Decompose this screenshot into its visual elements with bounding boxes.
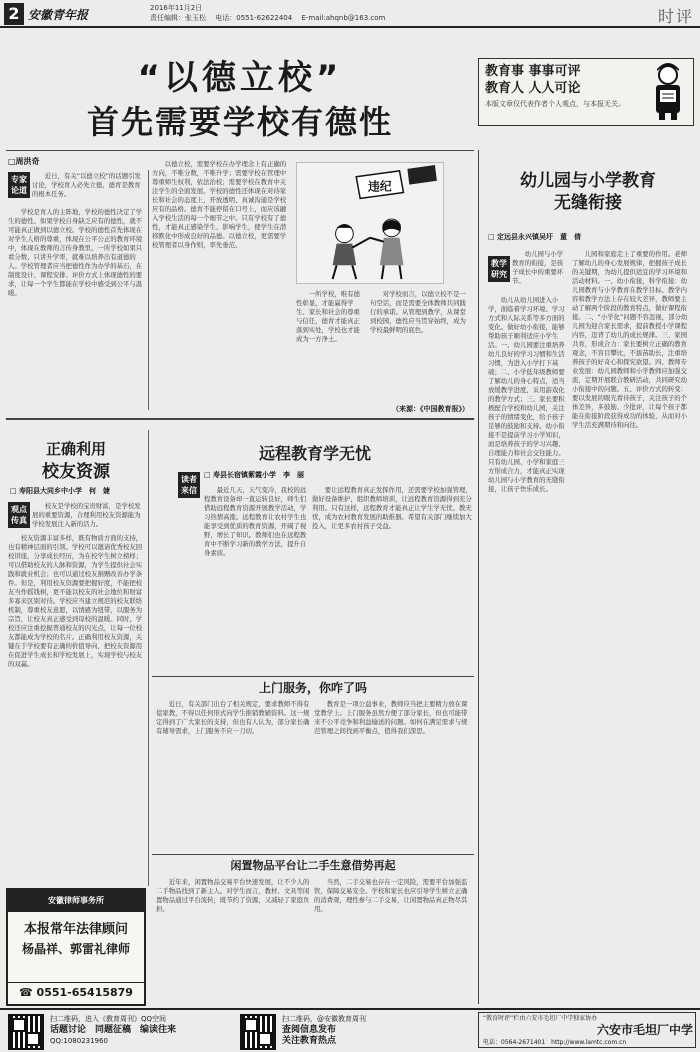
- body-text: 一所学校，唯有德性彰显，才能赢得学生、家长和社会的尊重与信任，德育才能真正落到实处，学校也才能成为一方净土。: [296, 290, 360, 343]
- qq-qr-code-icon: [8, 1014, 44, 1050]
- column-divider: [148, 430, 149, 886]
- body-text: 学校是育人的主阵地，学校的德性决定了学生的德性。如果学校自身缺乏应有的德性，就不可能真正做到以德立校。学校的德性首先体现在对学生人格的尊重，体现在公平公正的教育环境中，体现在教师的言传身教里。一所学校如果只看分数、只讲升学率，就难以培养出有道德的人。学校管理者应当把德性作为办学的基石，在制度设计、课程安排、评价方式上体现德性的要求，让每一个学生都能在学校中感受到公平与温暖。: [8, 208, 143, 297]
- body-text: 以德立校，需要学校在办学理念上有正确的方向，不唯分数，不唯升学；需要学校在管理中尊重师生权利，依法治校；需要学校在教育中关注学生的全面发展。学校的德性还体现在对待家长和社会的态度上，开放透明、真诚沟通是学校应有的品格。德育不能停留在口号上，而应该融入学校生活的每一个细节之中。只有学校有了德性，才能真正感染学生、影响学生，使学生在潜移默化中形成良好的品德。以德立校，更需要学校管理者以身作则，率先垂范。: [152, 160, 287, 249]
- qq-promo-line-1: 扫二维码，进入《教育周刊》QQ空间: [50, 1015, 167, 1023]
- headline-line-2: 首先需要学校有德性: [86, 103, 393, 141]
- article-2-title-1: 正确利用: [45, 440, 106, 458]
- body-text: 儿园和家庭走上了重要的作用。老师了解幼儿的身心发展规律，把握孩子成长的关键期，为幼儿提供适宜的学习环境和活动材料。一、幼小衔接，科学衔接：幼儿园教育与小学教育在教学目标、教学内容和教学方法上存在较大差异，教师要主动了解两个阶段的教育特点，做好课程衔接。二、“小学化”问题不容忽视，部分幼儿园为迎合家长需求，提前教授小学课程内容，违背了幼儿的成长规律。三、家园共育，形成合力：家长要树立正确的教育观念，不盲目攀比，不拔苗助长，注重培养孩子的好奇心和探究欲望。四、教师专业发展：幼儿园教师和小学教师应加强交流，定期开展联合教研活动，共同研究幼小衔接中的问题。五、评价方式的转变：要以发展的眼光看待孩子，关注孩子的个体差异，多鼓励、少批评，让每个孩子都能在衔接阶段获得成功的体验，从而对小学生活充满期待和向往。: [572, 250, 688, 429]
- right-column-kicker: 教学研究: [488, 256, 510, 282]
- body-text: 近日，有关部门出台了相关规定，要求教师不得有偿家教，不得以任何形式向学生推销教辅资料。这一规定得到了广大家长的支持，但也有人认为，部分家长确有辅导需求，上门服务不应一刀切。: [156, 700, 310, 735]
- school-sponsor-box: [478, 1012, 696, 1048]
- paper-name: 安徽青年报: [28, 8, 89, 22]
- headline-line-1: “以德立校”: [137, 58, 343, 98]
- body-text: 近年来，闲置物品交易平台快速发展，让不少人的二手物品找到了新主人。对学生而言，教材、文具等闲置物品通过平台流转，既节约了资源，又减轻了家庭负担。: [156, 878, 310, 913]
- law-ad-phone: ☎ 0551-65415879: [8, 982, 144, 999]
- right-title-line-2: 无缝衔接: [554, 193, 622, 213]
- main-article-kicker: 专家论道: [8, 172, 30, 198]
- illustration-label: 违纪: [368, 179, 392, 194]
- qq-promo: [50, 1014, 230, 1047]
- article-3-title: 远程教育学无忧: [258, 444, 371, 463]
- school-name: 六安市毛坦厂中学: [596, 1023, 693, 1037]
- qq-promo-line-3: QQ:1080231960: [50, 1037, 108, 1045]
- law-phone-number: 0551-65415879: [36, 986, 133, 999]
- slogan-line-1: 教育事 事事可评: [485, 64, 581, 79]
- disclaimer: 本版文章仅代表作者个人观点，与本报无关。: [485, 100, 625, 108]
- header-meta: [150, 3, 385, 23]
- body-text: 当然，二手交易也存在一定风险，需要平台加强监管，保障交易安全。学校和家长也应引导学生树立正确的消费观，理性参与二手交易，让闲置物品真正物尽其用。: [314, 878, 468, 913]
- page-number: 2: [4, 3, 24, 25]
- legal-advisor-ad: [6, 888, 146, 1006]
- column-slogan: [485, 63, 645, 97]
- law-ad-line-2: 杨晶祥、郭雷礼律师: [21, 942, 130, 956]
- article-4-title: 上门服务，你咋了吗: [258, 681, 367, 695]
- divider: [152, 676, 474, 677]
- body-text: 校友资源丰富多样，既有物质方面的支持，也有精神层面的引领。学校可以邀请优秀校友回校讲座，分享成长经历，为在校学生树立榜样；可以借助校友的人脉和资源，为学生提供社会实践和就业机会；也可以通过校友捐赠改善办学条件。但是，利用校友资源要把握好度，不能把校友当作摇钱树，更不能以校友的社会地位和财富多寡来区别对待。学校应当建立规范的校友联络机制，尊重校友意愿，以情感为纽带，以服务为宗旨，让校友真正感受到母校的温暖。同时，学校还应注重挖掘普通校友的闪光点，让每一位校友都能成为学校的名片。正确利用校友资源，关键在于学校要有正确的价值导向，把校友资源用在促进学生成长和学校发展上，实现学校与校友的双赢。: [8, 534, 143, 668]
- main-article-source: （来源：《中国教育报》）: [392, 405, 469, 413]
- body-text: 对学校而言，以德立校不是一句空话，而是需要全体教师共同践行的承诺。从管理到教学，从课堂到校园，德性应当贯穿始终，成为学校最鲜明的底色。: [370, 290, 466, 334]
- page-header: [0, 0, 700, 28]
- editor: 责任编辑：张玉松: [150, 14, 206, 22]
- article-2-title-2: 校友资源: [42, 462, 110, 482]
- wechat-promo-line-1: 扫二维码，@安徽教育周刊: [282, 1015, 366, 1023]
- right-title-line-1: 幼儿园与小学教育: [520, 171, 656, 191]
- right-column-title: [488, 170, 688, 214]
- body-text: 幼儿园与小学教育的衔接，是孩子成长中的重要环节。: [512, 250, 564, 285]
- divider: [152, 854, 474, 855]
- wechat-promo-line-3: 关注教育热点: [282, 1036, 337, 1046]
- article-2-kicker: 观点传真: [8, 502, 30, 528]
- wechat-qr-code-icon: [240, 1014, 276, 1050]
- reporter-figure-icon: [647, 63, 689, 121]
- body-text: 要让远程教育真正发挥作用，还需要学校加强管理，做好设备维护，组织教师培训，让远程教育资源得到充分利用。只有这样，远程教育才能真正让学生学无忧、教无忧，成为农村教育发展的助推器。希望有关部门继续加大投入，让更多农村孩子受益。: [312, 486, 472, 530]
- article-2-byline: □ 寿阳县大同乡中小学 何 婕: [10, 487, 111, 495]
- divider: [6, 150, 474, 151]
- cartoon-illustration: [296, 162, 444, 284]
- article-3-kicker: 读者来信: [178, 472, 200, 498]
- sponsor-note: “教育时评”栏由六安市毛坦厂中学独家协办: [483, 1015, 598, 1022]
- header-phone: 电话：0551-62622404: [215, 14, 293, 22]
- right-column-byline: □ 定远县永兴镇吴圩 董 倩: [488, 233, 582, 241]
- article-5-title: 闲置物品平台让二手生意借势再起: [230, 859, 396, 872]
- column-slogan-box: [478, 58, 694, 126]
- header-email: E-mail:ahqnb@163.com: [301, 14, 386, 22]
- main-article-byline: □周洪奇: [8, 157, 40, 166]
- body-text: 近日，有关“以德立校”的话题引发讨论，学校育人必先立德，德育是教育的根本任务。: [32, 172, 141, 198]
- body-text: 幼儿从幼儿园进入小学，面临着学习环境、学习方式和人际关系等多方面的变化。做好幼小衔接，能够帮助孩子顺利适应小学生活。一、幼儿园要注重培养幼儿良好的学习习惯和生活习惯，为进入小学打下基础；二、小学低年级教师要了解幼儿的身心特点，适当放缓教学进度，采用游戏化的教学方式；三、家长要积极配合学校和幼儿园，关注孩子的情绪变化，给予孩子足够的鼓励和支持。幼小衔接不是提前学习小学知识，而是培养孩子的学习兴趣、自理能力和社会交往能力。只有幼儿园、小学和家庭三方形成合力，才能真正实现幼儿园与小学教育的无缝衔接，让孩子快乐成长。: [488, 296, 565, 493]
- body-text: 教育是一项公益事业，教师应当把主要精力放在课堂教学上。上门服务虽然方便了部分家长，但也可能带来不公平竞争和利益输送的问题。如何在满足需求与规范管理之间找到平衡点，值得我们深思。: [314, 700, 468, 735]
- wechat-promo: [282, 1014, 462, 1047]
- divider: [6, 418, 474, 420]
- column-divider: [478, 150, 479, 1004]
- main-headline: [30, 56, 450, 144]
- law-firm-name: 安徽律师事务所: [8, 890, 144, 912]
- qq-promo-line-2: 话题讨论 同题征稿 编读往来: [50, 1025, 177, 1035]
- issue-date: 2016年11月2日: [150, 4, 203, 12]
- column-divider: [148, 170, 149, 410]
- section-label: 时评: [657, 7, 694, 26]
- body-text: 校友是学校的宝贵财富，是学校发展的重要资源，合理利用校友资源能为学校发展注入新的活力。: [32, 502, 141, 528]
- school-contact: 电话：0564-2671401 http://www.lamtc.com.cn: [483, 1039, 627, 1046]
- wechat-promo-line-2: 查阅信息发布: [282, 1025, 337, 1035]
- article-3-byline: □ 寿县长宿镇紫霞小学 李 丽: [204, 471, 305, 479]
- body-text: 最近几天，天气变冷，我校的远程教育设备却一直运转良好，师生们借助远程教育资源开展教学活动，学习热情高涨。远程教育让农村学生也能享受到优质的教育资源，开阔了视野，增长了知识。教师们也在远程教育中不断学习新的教学方法，提升自身素质。: [204, 486, 307, 557]
- law-ad-line-1: 本报常年法律顾问: [23, 922, 128, 937]
- slogan-line-2: 教育人 人人可论: [485, 81, 581, 96]
